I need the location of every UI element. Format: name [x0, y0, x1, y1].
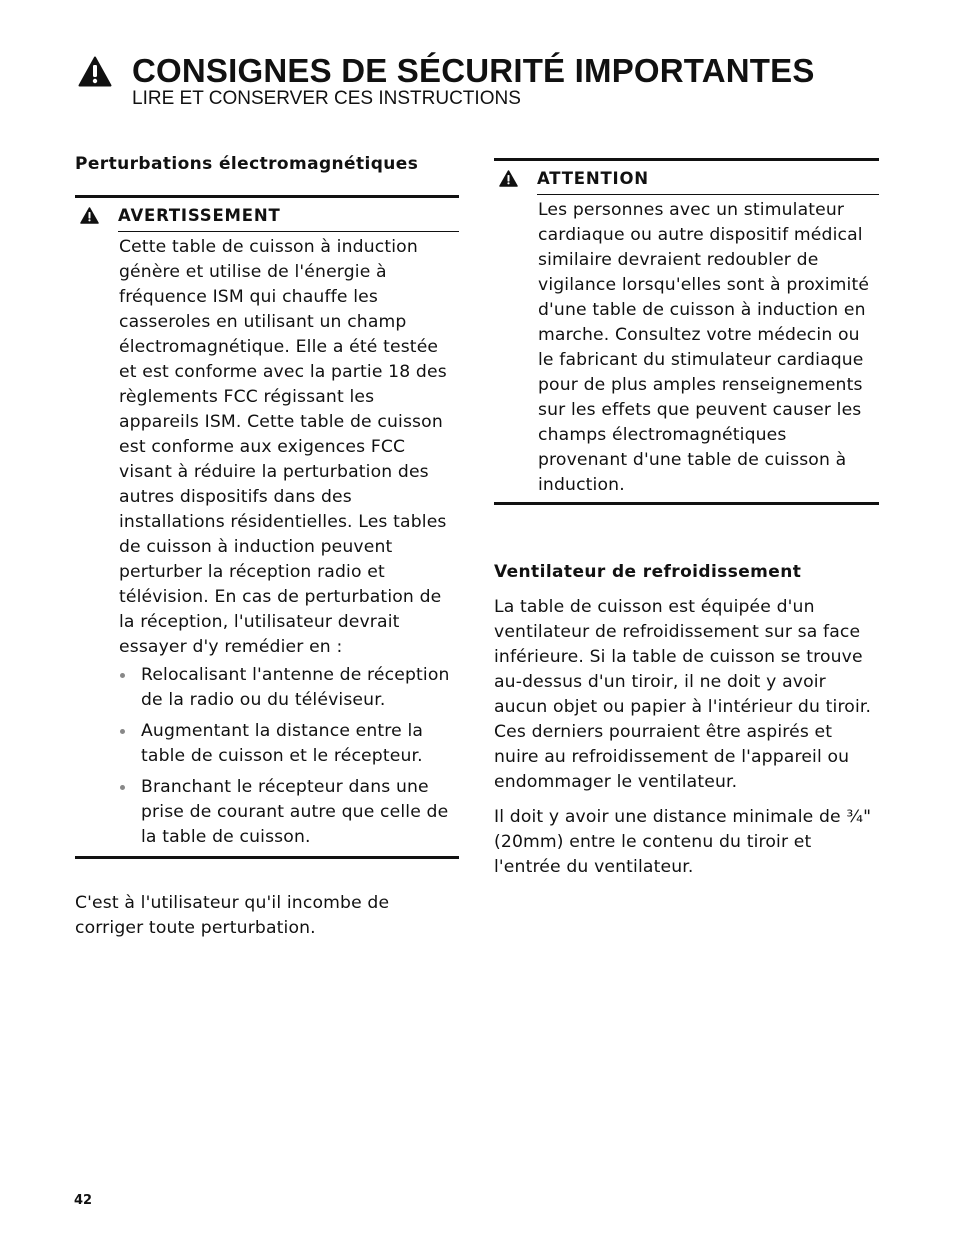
list-item-text: Relocalisant l'antenne de réception de la radio ou du téléviseur. — [141, 665, 450, 710]
warning-triangle-icon — [499, 170, 518, 187]
caution-body — [538, 195, 879, 502]
left-column — [75, 152, 459, 941]
warning-box-header — [75, 198, 459, 232]
bullet-icon — [120, 673, 125, 678]
warning-text: Cette table de cuisson à induction génère et utilise de l'énergie à fréquence ISM qui chauffe les casseroles en utilisant un champ électromagnétique. Elle a été testée et est conforme avec la partie 18 des règlements FCC régissant les appareils ISM. Cette table de cuisson est conforme aux exigences FCC visant à réduire la perturbation des autres dispositifs dans des installations résidentielles. Les tables de cuisson à induction peuvent perturber la réception radio et télévision. En cas de perturbation de la réception, l'utilisateur devrait essayer d'y remédier en : — [119, 237, 447, 657]
warning-triangle-icon — [78, 56, 112, 87]
fan-paragraph-1: La table de cuisson est équipée d'un ventilateur de refroidissement sur sa face inférieure. Si la table de cuisson se trouve au-dessus d'un tiroir, il ne doit y avoir aucun objet ou papier à l'intérieur du tiroir. Ces derniers pourraient être aspirés et nuire au refroidissement de l'appareil ou endommager le ventilateur. — [494, 597, 872, 792]
caution-box — [494, 158, 879, 505]
list-item — [119, 719, 459, 769]
caution-text: Les personnes avec un stimulateur cardiaque ou autre dispositif médical similaire devraient redoubler de vigilance lorsqu'elles sont à proximité d'une table de cuisson à induction en marche. Consultez votre médecin ou le fabricant du stimulateur cardiaque pour de plus amples renseignements sur les effets que peuvent causer les champs électromagnétiques provenant d'une table de cuisson à induction. — [538, 200, 870, 495]
page-number: 42 — [74, 1193, 93, 1208]
right-column — [494, 158, 879, 880]
warning-label: AVERTISSEMENT — [118, 198, 459, 232]
warning-body — [119, 232, 459, 850]
closing-paragraph — [75, 891, 459, 941]
fan-paragraphs — [494, 595, 879, 880]
bullet-icon — [120, 785, 125, 790]
page-subtitle: LIRE ET CONSERVER CES INSTRUCTIONS — [132, 88, 521, 109]
page-header — [78, 52, 898, 110]
section-heading-fan: Ventilateur de refroidissement — [494, 562, 802, 582]
caution-label: ATTENTION — [537, 161, 879, 195]
closing-text: C'est à l'utilisateur qu'il incombe de corriger toute perturbation. — [75, 893, 390, 938]
remedy-list — [119, 663, 459, 850]
list-item-text: Branchant le récepteur dans une prise de courant autre que celle de la table de cuisson. — [141, 777, 449, 847]
page-title: CONSIGNES DE SÉCURITÉ IMPORTANTES — [132, 52, 815, 89]
section-heading-emi: Perturbations électromagnétiques — [75, 154, 419, 174]
list-item-text: Augmentant la distance entre la table de cuisson et le récepteur. — [141, 721, 424, 766]
warning-box — [75, 195, 459, 859]
list-item — [119, 663, 459, 713]
bullet-icon — [120, 729, 125, 734]
fan-paragraph-2: Il doit y avoir une distance minimale de ¾" (20mm) entre le contenu du tiroir et l'entrée du ventilateur. — [494, 807, 872, 877]
list-item — [119, 775, 459, 850]
warning-triangle-icon — [80, 207, 99, 224]
caution-box-header — [494, 161, 879, 195]
title-row — [78, 52, 898, 90]
